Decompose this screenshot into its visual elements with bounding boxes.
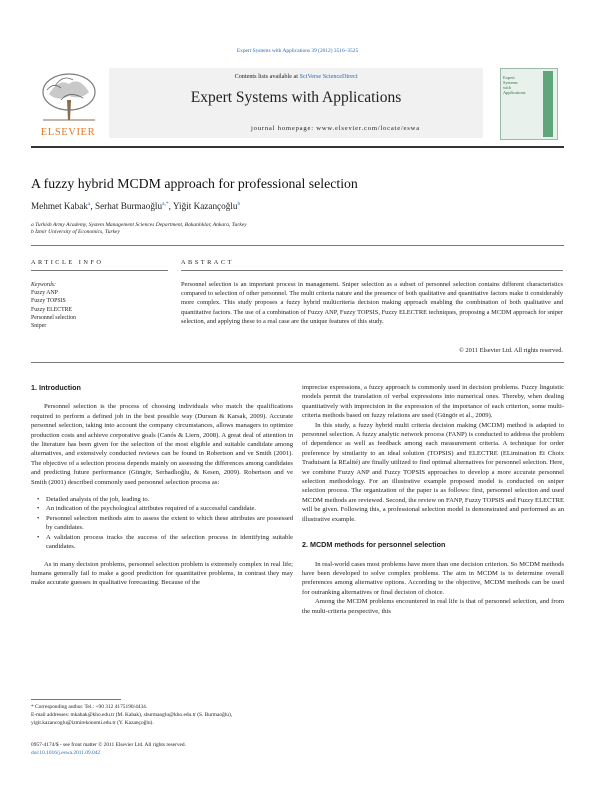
journal-header: [31, 68, 564, 138]
keywords-label: Keywords:: [31, 282, 56, 288]
journal-homepage[interactable]: journal homepage: www.elsevier.com/locate/eswa: [251, 125, 420, 132]
corresponding-author: * Corresponding author. Tel.: +90 312 4175190/4434.: [31, 704, 148, 710]
keyword: Personnel selection: [31, 314, 76, 321]
bullet-list: [31, 495, 293, 551]
affiliation: b İzmir University of Economics, Turkey: [31, 229, 120, 235]
elsevier-tree-icon: [39, 70, 99, 122]
list-item: • Personnel selection methods aim to assess the extent to which these attributes are possessed by candidates.: [41, 514, 293, 533]
article-info-label: ARTICLE INFO: [31, 259, 104, 266]
cover-thumbnail: [500, 68, 558, 140]
doi-link[interactable]: doi:10.1016/j.eswa.2011.09.042: [31, 750, 101, 756]
paragraph: imprecise expressions, a fuzzy approach is commonly used in decision problems. Fuzzy linguistic models permit the translation of verbal expressions into numerical ones. Thereby, when dealing quantitatively with imprecision in the expression of the importance of each criterion, some multi-criteria methods based on fuzzy relations are used (Güngör et al., 2009).: [302, 384, 564, 420]
section-heading: 1. Introduction: [31, 383, 81, 392]
keyword: Sniper: [31, 323, 47, 330]
email-addresses[interactable]: E-mail addresses: mkabak@kho.edu.tr (M. Kabak), sburmaoglu@kho.edu.tr (S. Burmaoğlu), yigit.kazancoglu@izmirekonomi.edu.tr (Y. Kazançoğlu).: [31, 712, 233, 726]
right-column: [302, 383, 564, 616]
paragraph: In this study, a fuzzy hybrid multi criteria decision making (MCDM) method is adapted to personnel selection. A fuzzy analytic network process (FANP) is conducted to address the problem of dependence as well as feedback among each measurement criteria. A technique for order preference by similarity to an ideal solution (TOPSIS) and ELECTRE (ELimination Et Choix Traduisant la REalité) are finally utilized to find optimal alternatives for personnel selection. Here, we combine Fuzzy ANP and Fuzzy TOPSIS approaches to develop a more accurate personnel selection methodology. For an illustrative example proposed model is conducted on sniper selection process. The organization of the paper is as follows: first, personnel selection and used MCDM methods are reviewed. Second, the review on FANP, Fuzzy TOPSIS and Fuzzy ELECTRE will be given. Following this, a professional selection model is demonstrated and performed as an illustrative example.: [302, 421, 564, 523]
paragraph: In real-world cases most problems have more than one decision criterion. So MCDM methods have been developed to solve complex problems. The aim in MCDM is to determine overall preferences among alternative options. According to the objective, MCDM methods can be used for outranking alternatives or final decision of choice.: [302, 560, 564, 596]
paragraph: As in many decision problems, personnel selection problem is extremely complex in real life; humans generally fail to make a good prediction for quantitative problems, in contrast they may make accurate guesses in qualitative forecasting. Because of the: [31, 560, 293, 587]
footnote: [31, 703, 293, 727]
elsevier-logo[interactable]: [31, 68, 105, 138]
author-sup: a: [87, 201, 91, 207]
keyword: Fuzzy TOPSIS: [31, 298, 66, 305]
keywords-block: [31, 281, 76, 330]
author-list: Mehmet Kabak$^a$, Serhat Burmaoğlu$^{a,*}$, Yiğit Kazançoğlu$^b$: [31, 201, 241, 212]
article-title: A fuzzy hybrid MCDM approach for professional selection: [31, 176, 358, 191]
footnote-rule: [31, 699, 121, 700]
author-name[interactable]: Mehmet Kabak: [31, 201, 88, 212]
left-column: [31, 383, 293, 588]
journal-reference[interactable]: Expert Systems with Applications 39 (2012) 3516–3525: [236, 48, 359, 54]
divider: [31, 245, 564, 246]
contents-prefix: Contents lists available at: [234, 73, 300, 80]
author-sup: a,*: [162, 201, 169, 207]
issn-line: 0957-4174/$ - see front matter © 2011 Elsevier Ltd. All rights reserved.: [31, 742, 186, 748]
paragraph: Personnel selection is the process of choosing individuals who match the qualifications required to perform a defined job in the best possible way (Dursun & Karsak, 2009). Accurate personnel selection, taking into account the company circumstances, allows managers to optimize production costs and achieve corporative goals (Canós & Liern, 2008). A great deal of attention in the literature has been given for the selection of the most eligible and suitable candidate among alternatives, and extensively conducted reviews can be found in Robertson and ve Smith (2001). The objective of a selection process depends mainly on assessing the differences among candidates and predicting future performance (Güngör, Serhadlıoğlu, & Kesen, 2009). Robertson and ve Smith (2001) described commonly used personnel selection process as:: [31, 403, 293, 486]
paragraph: Among the MCDM problems encountered in real life is that of personnel selection, and from the multi-criteria perspective, this: [302, 598, 564, 615]
list-item: • A validation process tracks the success of the selection process in identifying suitable candidates.: [41, 533, 293, 552]
contents-line: [109, 73, 483, 80]
keyword: Fuzzy ELECTRE: [31, 306, 73, 313]
front-matter: [31, 741, 186, 757]
list-item: • Detailed analysis of the job, leading to.: [41, 495, 293, 504]
journal-title: Expert Systems with Applications: [190, 89, 402, 106]
journal-banner: [109, 68, 483, 138]
keyword: Fuzzy ANP: [31, 290, 58, 297]
cover-stripe: [543, 71, 553, 137]
affiliation: a Turkish Army Academy, System Management Sciences Department, Bakanlıklar, Ankara, Turkey: [31, 222, 247, 228]
cover-title: Expert Systems with Applications: [503, 75, 526, 95]
author-name[interactable]: Serhat Burmaoğlu: [94, 201, 163, 212]
author-name[interactable]: Yiğit Kazançoğlu: [172, 201, 238, 212]
sciencedirect-link[interactable]: SciVerse ScienceDirect: [299, 73, 358, 80]
section-heading: 2. MCDM methods for personnel selection: [302, 540, 446, 550]
publisher-name: ELSEVIER: [40, 127, 96, 138]
journal-cover[interactable]: [497, 68, 564, 138]
divider: [31, 362, 564, 363]
header-rule: [31, 146, 564, 148]
abstract-label: ABSTRACT: [181, 259, 234, 266]
divider: [181, 270, 563, 271]
divider: [31, 270, 168, 271]
copyright-notice: © 2011 Elsevier Ltd. All rights reserved.: [458, 347, 563, 354]
author-sup: b: [237, 201, 241, 207]
list-item: • An indication of the psychological attributes required of a successful candidate.: [41, 504, 293, 513]
abstract-text: Personnel selection is an important process in management. Sniper selection as a subset of personnel selection contains different characteristics compared to selection of other personnel. The multi criteria nature and the presence of both qualitative and quantitative factors make it considerably more complex. This study proposes a fuzzy hybrid multicriteria decision making approach enabling the combination of both qualitative and quantitative factors. The use of a combination of Fuzzy ANP, Fuzzy TOPSIS, Fuzzy ELECTRE techniques, proposing a MCDM approach for sniper selection, and applying these to a real case are the unique features of this study.: [181, 281, 563, 325]
